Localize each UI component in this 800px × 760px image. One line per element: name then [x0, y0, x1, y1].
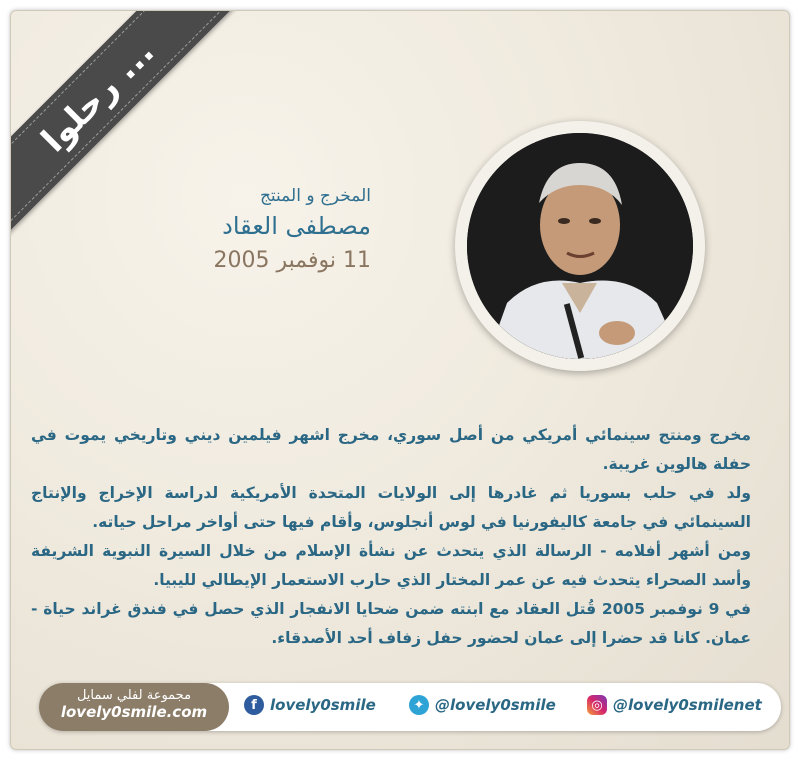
bio-paragraph: في 9 نوفمبر 2005 قُتل العقاد مع ابنته ضمن ضحايا الانفجار الذي حصل في فندق غراند حياة - عمان. كانا قد حضرا إلى عمان لحضور حفل زفاف أحد الأصدقاء. [31, 600, 751, 647]
portrait-illustration [467, 133, 693, 359]
ribbon-label: رحلوا ... [33, 31, 163, 161]
instagram-link[interactable] [587, 695, 762, 715]
bio-paragraph: ومن أشهر أفلامه - الرسالة الذي يتحدث عن نشأة الإسلام من خلال السيرة النبوية الشريفة وأسد الصحراء يتحدث فيه عن عمر المختار الذي حارب الاستعمار الإيطالي لليبيا. [31, 542, 751, 589]
twitter-handle: @lovely0smile [435, 696, 556, 714]
person-name: مصطفى العقاد [222, 212, 371, 240]
facebook-icon: f [244, 695, 264, 715]
brand-url: lovely0smile.com [60, 703, 208, 721]
bio-paragraph: ولد في حلب بسوريا ثم غادرها إلى الولايات المتحدة الأمريكية لدراسة الإخراج والإنتاج السينمائي في جامعة كاليفورنيا في لوس أنجلوس، وأقام فيها حتى أواخر مراحل حياته. [31, 484, 751, 531]
instagram-icon: ◎ [587, 695, 607, 715]
twitter-icon: ✦ [409, 695, 429, 715]
footer-bar [39, 683, 781, 731]
facebook-handle: lovely0smile [270, 696, 376, 714]
brand-name: مجموعة لفلي سمايل [76, 688, 192, 703]
death-date: 11 نوفمبر 2005 [213, 248, 371, 273]
portrait-photo [467, 133, 693, 359]
memorial-card [10, 10, 790, 750]
biography [31, 421, 751, 653]
bio-paragraph: مخرج ومنتج سينمائي أمريكي من أصل سوري، مخرج اشهر فيلمين ديني وتاريخي يموت في حفلة هالوين غريبة. [31, 426, 751, 473]
instagram-handle: @lovely0smilenet [613, 696, 762, 714]
twitter-link[interactable] [409, 695, 556, 715]
role-title: المخرج و المنتج [259, 186, 371, 206]
portrait-frame [455, 121, 705, 371]
facebook-link[interactable] [244, 695, 376, 715]
brand-badge[interactable] [39, 683, 229, 731]
title-block [161, 186, 371, 273]
